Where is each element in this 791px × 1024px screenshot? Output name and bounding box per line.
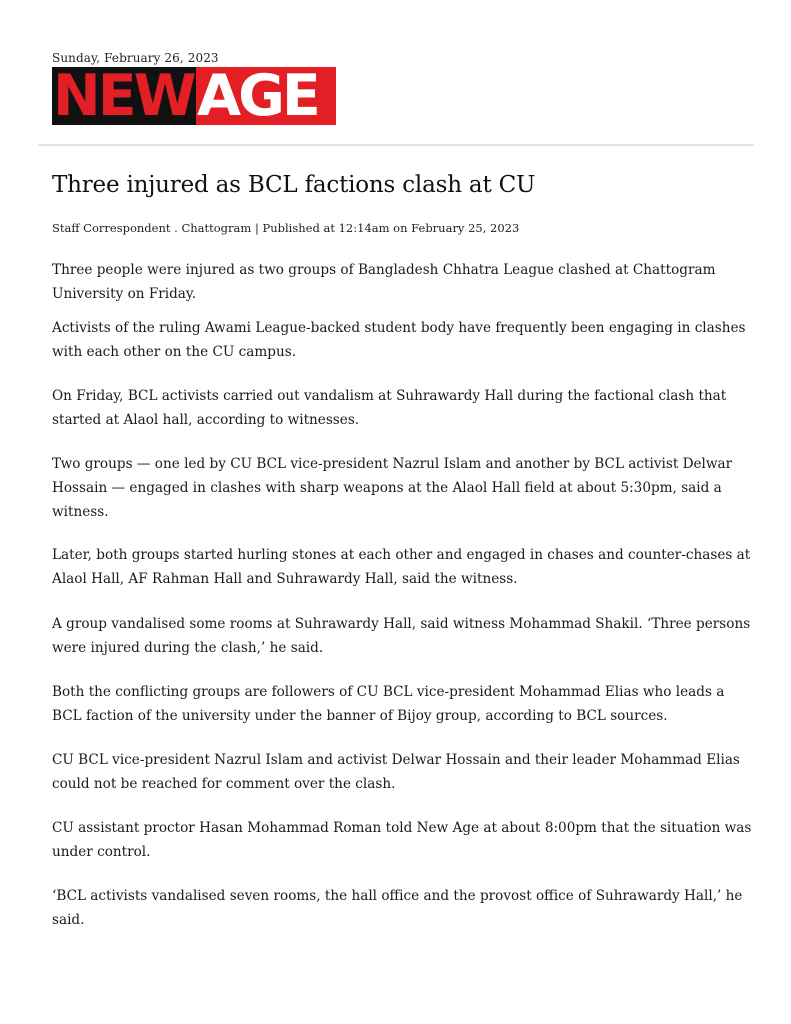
article-byline: Staff Correspondent . Chattogram | Published at 12:14am on February 25, 2023 (52, 221, 520, 235)
paragraph-8: CU BCL vice-president Nazrul Islam and activist Delwar Hossain and their leader Mohammad Elias could not be reached for comment over the clash. (52, 752, 740, 792)
header-divider (38, 144, 754, 146)
logo-new: NEW (52, 67, 196, 125)
article-title: Three injured as BCL factions clash at CU (52, 172, 536, 198)
newage-logo (52, 67, 336, 125)
paragraph-4: Two groups — one led by CU BCL vice-president Nazrul Islam and another by BCL activist Delwar Hossain — engaged in clashes with sharp weapons at the Alaol Hall field at about 5:30pm, said a witness. (52, 456, 733, 520)
paragraph-6: A group vandalised some rooms at Suhrawardy Hall, said witness Mohammad Shakil. ‘Three persons were injured during the clash,’ he said. (52, 616, 751, 656)
logo-age: AGE (196, 67, 336, 125)
paragraph-7: Both the conflicting groups are followers of CU BCL vice-president Mohammad Elias who leads a BCL faction of the university under the banner of Bijoy group, according to BCL sources. (52, 684, 725, 724)
paragraph-5: Later, both groups started hurling stones at each other and engaged in chases and counter-chases at Alaol Hall, AF Rahman Hall and Suhrawardy Hall, said the witness. (52, 547, 751, 587)
paragraph-10: ‘BCL activists vandalised seven rooms, the hall office and the provost office of Suhrawardy Hall,’ he said. (52, 888, 743, 928)
publication-date: Sunday, February 26, 2023 (52, 51, 219, 65)
paragraph-1: Three people were injured as two groups of Bangladesh Chhatra League clashed at Chattogram University on Friday. (52, 262, 716, 302)
paragraph-2: Activists of the ruling Awami League-backed student body have frequently been engaging in clashes with each other on the CU campus. (52, 320, 746, 360)
paragraph-3: On Friday, BCL activists carried out vandalism at Suhrawardy Hall during the factional clash that started at Alaol hall, according to witnesses. (52, 388, 727, 428)
paragraph-9: CU assistant proctor Hasan Mohammad Roman told New Age at about 8:00pm that the situation was under control. (52, 820, 752, 860)
